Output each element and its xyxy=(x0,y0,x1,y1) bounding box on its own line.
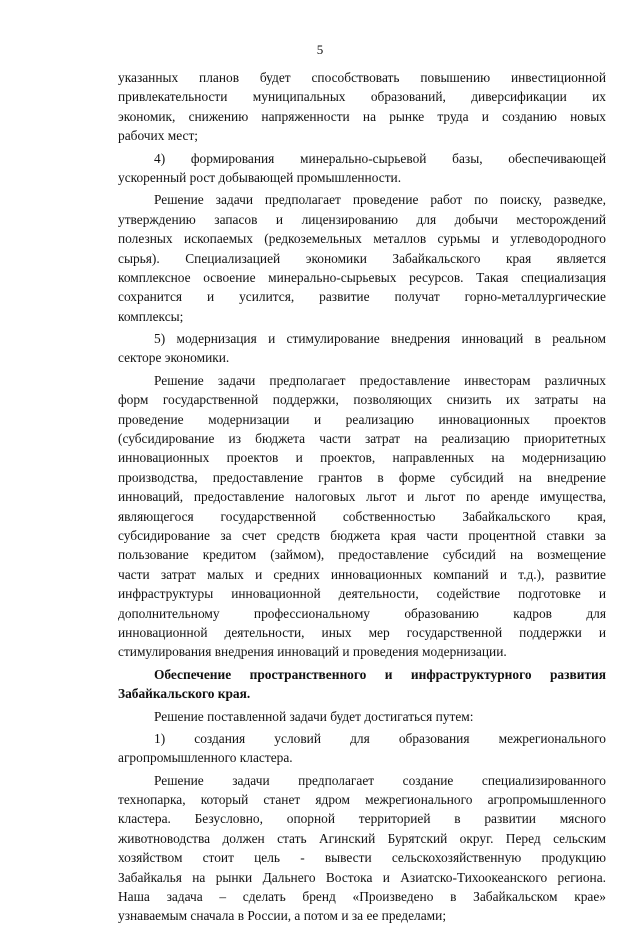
text-line: инновационной деятельности, иных мер государственной поддержки и xyxy=(118,624,606,640)
text-line: 4) формирования минерально-сырьевой базы, обеспечивающей xyxy=(154,150,606,166)
text-line: Наша задача – сделать бренд «Произведено в Забайкальском крае» xyxy=(118,889,606,905)
text-line: инновационных проектов и проектов, направленных на модернизацию xyxy=(118,450,606,466)
text-line: ускоренный рост добывающей промышленности. xyxy=(118,169,402,185)
text-line: привлекательности муниципальных образований, диверсификации их xyxy=(118,89,606,105)
text-line: комплексное освоение минерально-сырьевых ресурсов. Такая специализация xyxy=(118,269,606,285)
text-line: дополнительному профессиональному образованию кадров для xyxy=(118,605,606,621)
text-line: экономик, снижению напряженности на рынке труда и созданию новых xyxy=(118,108,606,124)
text-line: инфраструктуры инновационной деятельности, содействие подготовке и xyxy=(118,586,606,602)
text-line: инноваций, предоставление налоговых льгот и льгот по аренде имущества, xyxy=(118,489,606,505)
text-line: Забайкалья на рынки Дальнего Востока и Азиатско-Тихоокеанского региона. xyxy=(118,869,606,885)
text-line: производства, предоставление грантов в форме субсидий на внедрение xyxy=(118,469,606,485)
text-line: стимулирования внедрения инноваций и проведения модернизации. xyxy=(118,644,507,660)
text-line: технопарка, который станет ядром межрегионального агропромышленного xyxy=(118,792,606,808)
text-line: проведение модернизации и реализацию инновационных проектов xyxy=(118,411,606,427)
text-line: форм государственной поддержки, позволяющих снизить их затраты на xyxy=(118,392,606,408)
text-line: субсидирование за счет средств бюджета края части процентной ставки за xyxy=(118,527,606,543)
text-line: Обеспечение пространственного и инфраструктурного развития xyxy=(154,666,606,682)
text-line: Решение задачи предполагает предоставление инвесторам различных xyxy=(154,372,606,388)
text-line: Решение задачи предполагает создание специализированного xyxy=(154,772,606,788)
text-line: животноводства должен стать Агинский Бурятский округ. Перед сельским xyxy=(118,830,606,846)
text-line: узнаваемым сначала в России, а потом и за ее пределами; xyxy=(118,908,447,924)
text-line: кластера. Безусловно, опорной территорией в развитии мясного xyxy=(118,811,606,827)
text-line: агропромышленного кластера. xyxy=(118,750,293,766)
text-line: Забайкальского края. xyxy=(118,686,251,702)
text-line: пользование кредитом (займом), предоставление субсидий на возмещение xyxy=(118,547,606,563)
text-line: сырья). Специализацией экономики Забайкальского края является xyxy=(118,250,606,266)
text-line: секторе экономики. xyxy=(118,350,230,366)
text-line: сохранится и усилится, развитие получат горно-металлургические xyxy=(118,289,606,305)
text-line: Решение задачи предполагает проведение работ по поиску, разведке, xyxy=(154,192,606,208)
text-line: Решение поставленной задачи будет достигаться путем: xyxy=(154,708,474,724)
text-line: полезных ископаемых (редкоземельных металлов сурьмы и углеводородного xyxy=(118,231,606,247)
text-line: 1) создания условий для образования межрегионального xyxy=(154,730,606,746)
text-line: комплексы; xyxy=(118,308,184,324)
text-line: рабочих мест; xyxy=(118,128,199,144)
text-line: части затрат малых и средних инновационных компаний и т.д.), развитие xyxy=(118,566,606,582)
text-line: хозяйством стоит цель - вывести сельскохозяйственную продукцию xyxy=(118,850,606,866)
text-line: 5) модернизация и стимулирование внедрения инноваций в реальном xyxy=(154,331,606,347)
text-line: (субсидирование из бюджета части затрат на реализацию приоритетных xyxy=(118,431,606,447)
text-line: указанных планов будет способствовать повышению инвестиционной xyxy=(118,70,606,85)
document-body xyxy=(118,68,606,926)
page-number: 5 xyxy=(316,42,324,57)
text-line: утверждению запасов и лицензированию для добычи месторождений xyxy=(118,211,606,227)
text-line: являющегося государственной собственностью Забайкальского края, xyxy=(118,508,606,524)
